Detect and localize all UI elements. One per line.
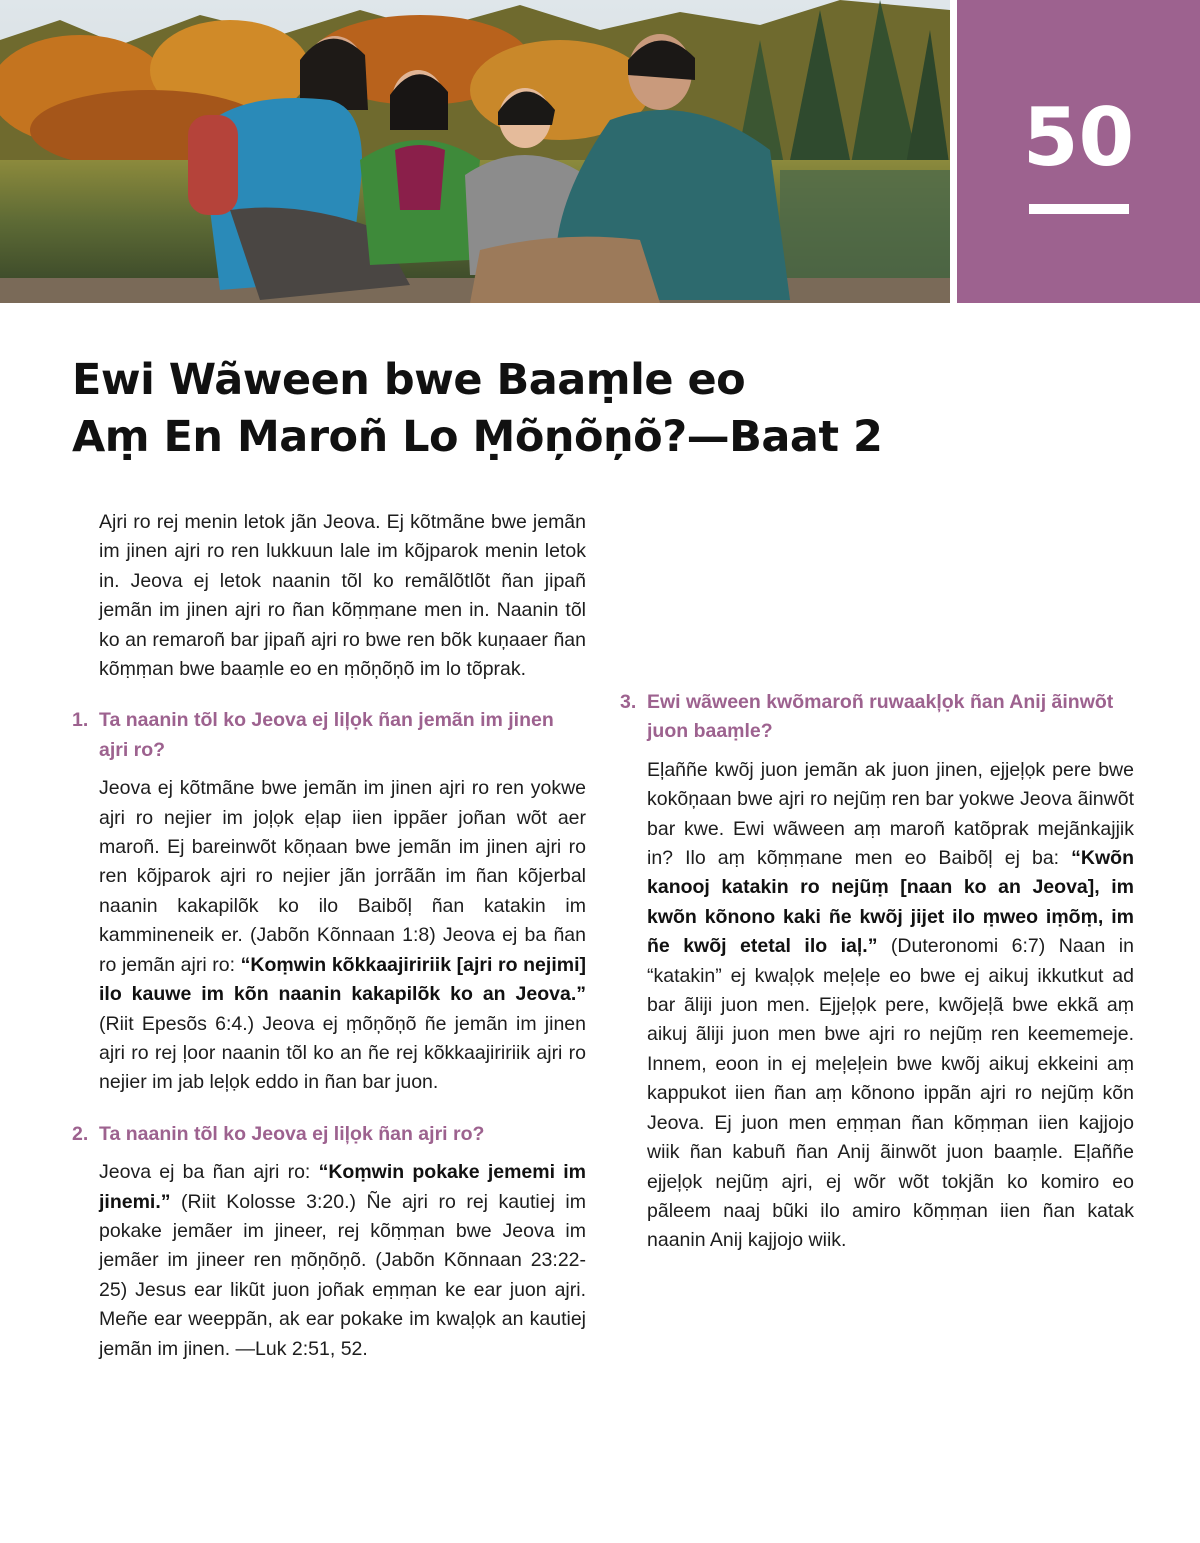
right-column <box>620 508 1134 1256</box>
section-1-number: 1. <box>72 709 89 732</box>
section-2-quote: “Koṃwin pokake jememi im jinemi.” <box>99 1161 587 1213</box>
section-3-text-b: (Duteronomi 6:7) Naan in “katakin” ej kwaļọk meļeļe eo bwe ej aikuj ikkutkut ad bar ãliji juon men. Ejjeļọk pere, kwõjeļã bwe ekkã aṃ aikuj ãliji juon men bwe ajri ro nejũṃ ren keememeje. Innem, eoon in ej meļeļein bwe kwõj aikuj ekkeini aṃ kappukot iien ñan aṃ kõnono ippãn ajri ro nejũṃ kõn Jeova. Ej juon men eṃṃan ñan kõṃṃan iien kajjojo wiik ñan kabuñ ñan Anij ãinwõt juon baaṃle. Eļaññe ejjeļọk nejũṃ ajri, ej wõr wõt tokjãn ko komiro eo pãleem naaj bũki ilo amiro kõṃṃan iien ñan katak naanin Anij kajjojo wiik. <box>647 935 1134 1252</box>
section-3-number: 3. <box>620 691 637 713</box>
family-lakeside-photo-icon <box>0 0 950 303</box>
section-3-paragraph <box>620 756 1134 1256</box>
badge-underline <box>1029 204 1129 214</box>
section-2-paragraph <box>72 1158 586 1364</box>
section-1-heading-text: Ta naanin tõl ko Jeova ej liļọk ñan jemãn im jinen ajri ro? <box>99 709 554 761</box>
section-2-text-b: (Riit Kolosse 3:20.) Ñe ajri ro rej kautiej im pokake jemãer im jineer, rej kõṃṃan bwe Jeova im jemãer im jineer ren ṃõņõņõ. (Jabõn Kõnnaan 23:22-25) Jesus ear likũt juon joñak eṃṃan ke ear juon ajri. Meñe ear weeppãn, ak ear pokake im kwaļọk an kautiej jemãn im jinen. —Luk 2:51, 52. <box>99 1190 586 1360</box>
title-line-1: Ewi Wãween bwe Baaṃle eo <box>72 355 746 405</box>
section-3-quote: “Kwõn kanooj katakin ro nejũṃ [naan ko an Jeova], im kwõn kõnono kaki ñe kwõj jijet ilo ṃweo iṃõṃ, im ñe kwõj etetal ilo iaļ.” <box>647 847 1134 958</box>
section-2-heading <box>72 1120 586 1149</box>
section-2-text-a: Jeova ej ba ñan ajri ro: <box>99 1161 319 1184</box>
lesson-number: 50 <box>1022 91 1135 184</box>
section-3-text-a: Eļaññe kwõj juon jemãn ak juon jinen, ejjeļọk pere bwe kokõņaan bwe ajri ro nejũṃ ren bar yokwe Jeova ãinwõt bar kwe. Ewi wãween aṃ maroñ katõprak mejãnkajjik in? Ilo aṃ kõṃṃane men eo Baibõļ ej ba: <box>647 758 1134 870</box>
section-3-heading-text: Ewi wãween kwõmaroñ ruwaakļọk ñan Anij ãinwõt juon baaṃle? <box>647 691 1114 743</box>
section-3-heading <box>620 688 1134 747</box>
section-1-text-b: (Riit Epesõs 6:4.) Jeova ej ṃõņõņõ ñe jemãn im jinen ajri ro rej ļoor naanin tõl ko an ñe rej kõkkaajiririik ajri ro nejier im jab leļọk eddo in ñan bar juon. <box>99 1012 586 1094</box>
section-1-paragraph <box>72 774 586 1097</box>
section-1-heading <box>72 706 586 765</box>
section-1-quote: “Koṃwin kõkkaajiririik [ajri ro nejimi] ilo kauwe im kõn naanin kakapilõk ko an Jeova.” <box>99 953 586 1006</box>
hero-photo <box>0 0 950 303</box>
page-title <box>72 352 1122 466</box>
title-line-2: Aṃ En Maroñ Lo Ṃõņõņõ?—Baat 2 <box>72 412 883 462</box>
section-2-number: 2. <box>72 1122 89 1145</box>
intro-paragraph: Ajri ro rej menin letok jãn Jeova. Ej kõtmãne bwe jemãn im jinen ajri ro ren lukkuun lale im kõjparok menin letok in. Jeova ej letok naanin tõl ko remãlõtlõt ñan jipañ jemãn im jinen ajri ro ñan kõṃṃane men in. Naanin tõl ko an remaroñ bar jipañ ajri ro bwe ren bõk kuņaaer ñan kõṃṃan bwe baaṃle eo en ṃõņõņõ im lo tõprak. <box>99 511 586 681</box>
section-1-text-a: Jeova ej kõtmãne bwe jemãn im jinen ajri ro ren yokwe ajri ro nejier im joļọk eļap iien ippãer joñan wõt aer maroñ. Ej bareinwõt kõņaan bwe jemãn im jinen ajri ro ren kõjparok ajri ro nejier jãn jorrããn im ñan kõjerbal naanin kakapilõk ko ilo Baibõļ ñan katakin im kammineneik er. (Jabõn Kõnnaan 1:8) Jeova ej ba ñan ro jemãn ajri ro: <box>99 777 586 976</box>
left-column <box>72 508 586 1364</box>
section-2-heading-text: Ta naanin tõl ko Jeova ej liļọk ñan ajri ro? <box>99 1122 485 1145</box>
lesson-number-badge <box>957 0 1200 303</box>
